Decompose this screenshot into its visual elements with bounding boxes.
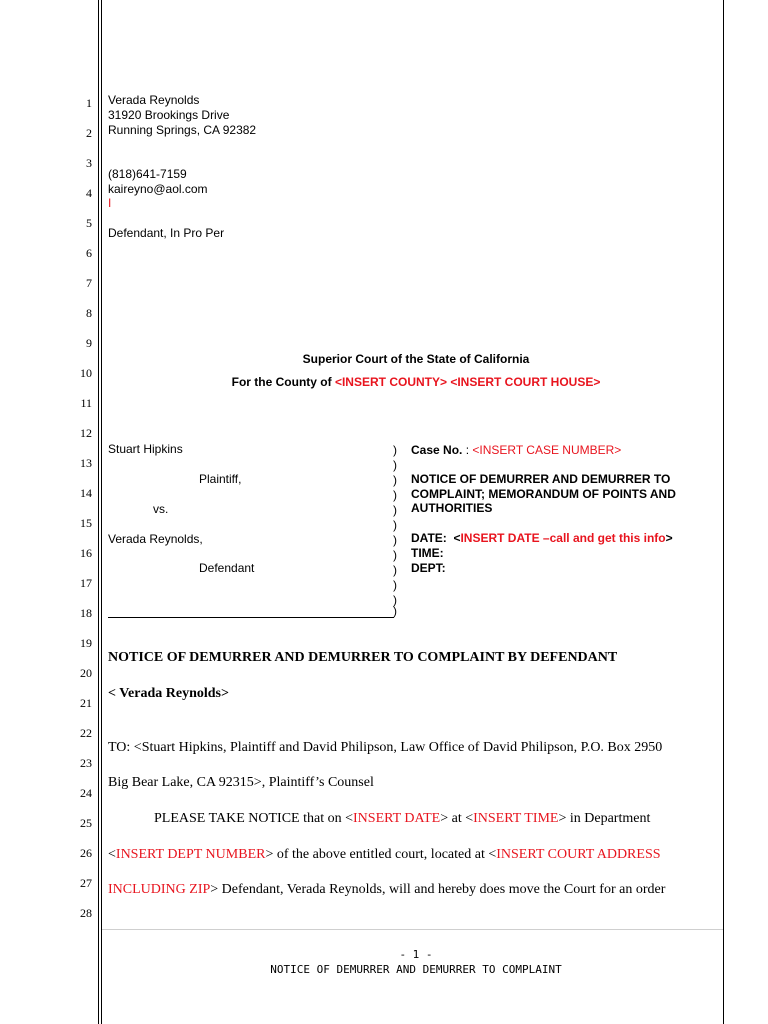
line-number: 18 xyxy=(80,606,92,620)
party-street: 31920 Brookings Drive xyxy=(108,108,230,122)
line-number: 22 xyxy=(80,726,92,740)
footer-title: NOTICE OF DEMURRER AND DEMURRER TO COMPLAINT xyxy=(270,963,562,976)
line-number: 26 xyxy=(80,846,92,860)
left-margin-rule-inner xyxy=(101,0,102,1024)
notice-paragraph-line-3 xyxy=(108,882,665,898)
court-title: Superior Court of the State of California xyxy=(302,352,530,366)
party-phone: (818)641-7159 xyxy=(108,167,187,181)
line-number: 4 xyxy=(86,186,92,200)
court-county-placeholder: <INSERT COUNTY> <INSERT COURT HOUSE> xyxy=(334,375,601,389)
line-number: 19 xyxy=(80,636,92,650)
party-city: Running Springs, CA 92382 xyxy=(108,123,257,137)
line-number: 23 xyxy=(80,756,92,770)
hearing-date-close: > xyxy=(665,531,673,545)
court-county-prefix: For the County of xyxy=(231,375,335,389)
line-number: 6 xyxy=(86,246,92,260)
line-number: 27 xyxy=(80,876,92,890)
court-address-placeholder: INSERT COURT ADDRESS xyxy=(496,847,661,862)
line-number: 7 xyxy=(86,276,92,290)
to-line-2: Big Bear Lake, CA 92315>, Plaintiff’s Counsel xyxy=(108,775,374,790)
text-run: > at < xyxy=(440,811,474,826)
case-number-placeholder: <INSERT CASE NUMBER> xyxy=(472,443,622,457)
dept-placeholder: INSERT DEPT NUMBER xyxy=(115,847,266,862)
party-email: kaireyno@aol.com xyxy=(108,182,208,196)
caption-bottom-rule xyxy=(108,617,394,618)
line-number: 17 xyxy=(80,576,92,590)
text-run: > of the above entitled court, located at < xyxy=(265,847,497,862)
line-number: 20 xyxy=(80,666,92,680)
line-number: 3 xyxy=(86,156,92,170)
defendant-name: Verada Reynolds, xyxy=(108,532,203,546)
defendant-subheading: < Verada Reynolds> xyxy=(108,686,229,701)
notice-paragraph-line-1 xyxy=(154,811,650,827)
line-number: 14 xyxy=(80,486,92,500)
time-placeholder: INSERT TIME xyxy=(473,811,559,826)
document-title-line-2: COMPLAINT; MEMORANDUM OF POINTS AND xyxy=(411,487,676,501)
plaintiff-label: Plaintiff, xyxy=(199,472,242,486)
notice-paragraph-line-2 xyxy=(108,847,661,863)
versus-label: vs. xyxy=(153,502,169,516)
page-number: - 1 - xyxy=(399,948,433,961)
line-number: 21 xyxy=(80,696,92,710)
line-number: 12 xyxy=(80,426,92,440)
line-number: 5 xyxy=(86,216,92,230)
party-role: Defendant, In Pro Per xyxy=(108,226,225,240)
hearing-date-label: DATE: xyxy=(411,531,447,545)
notice-heading: NOTICE OF DEMURRER AND DEMURRER TO COMPLAINT BY DEFENDANT xyxy=(108,650,618,665)
hearing-date-line xyxy=(411,531,673,546)
line-number: 1 xyxy=(86,96,92,110)
document-title-line-1: NOTICE OF DEMURRER AND DEMURRER TO xyxy=(411,472,671,486)
text-cursor: I xyxy=(108,196,112,210)
hearing-time-label: TIME: xyxy=(411,546,444,560)
zip-placeholder: INCLUDING ZIP xyxy=(108,882,211,897)
case-number-line xyxy=(411,443,621,458)
line-number: 25 xyxy=(80,816,92,830)
right-margin-rule xyxy=(723,0,724,1024)
hearing-date-open: < xyxy=(453,531,461,545)
hearing-date-placeholder: INSERT DATE –call and get this info xyxy=(460,531,666,545)
hearing-dept-label: DEPT: xyxy=(411,561,446,575)
line-number: 2 xyxy=(86,126,92,140)
case-number-label: Case No. xyxy=(411,443,463,457)
court-county-line xyxy=(0,375,768,390)
line-number: 24 xyxy=(80,786,92,800)
line-number: 8 xyxy=(86,306,92,320)
line-number: 15 xyxy=(80,516,92,530)
line-number: 11 xyxy=(80,396,92,410)
case-number-sep: : xyxy=(462,443,473,457)
document-title-line-3: AUTHORITIES xyxy=(411,501,493,515)
line-number: 13 xyxy=(80,456,92,470)
line-number: 10 xyxy=(80,366,92,380)
party-name: Verada Reynolds xyxy=(108,93,200,107)
line-number: 16 xyxy=(80,546,92,560)
text-run: < xyxy=(108,847,116,862)
plaintiff-name: Stuart Hipkins xyxy=(108,442,183,456)
footer-rule xyxy=(102,929,723,930)
defendant-label: Defendant xyxy=(199,561,255,575)
line-number: 28 xyxy=(80,906,92,920)
text-run: PLEASE TAKE NOTICE that on < xyxy=(154,811,354,826)
line-number: 9 xyxy=(86,336,92,350)
left-margin-rule-outer xyxy=(98,0,99,1024)
date-placeholder: INSERT DATE xyxy=(353,811,441,826)
text-run: > Defendant, Verada Reynolds, will and hereby does move the Court for an order xyxy=(210,882,666,897)
text-run: > in Department xyxy=(558,811,651,826)
to-line-1: TO: <Stuart Hipkins, Plaintiff and David Philipson, Law Office of David Philipson, P.O. Box 2950 xyxy=(108,740,663,755)
